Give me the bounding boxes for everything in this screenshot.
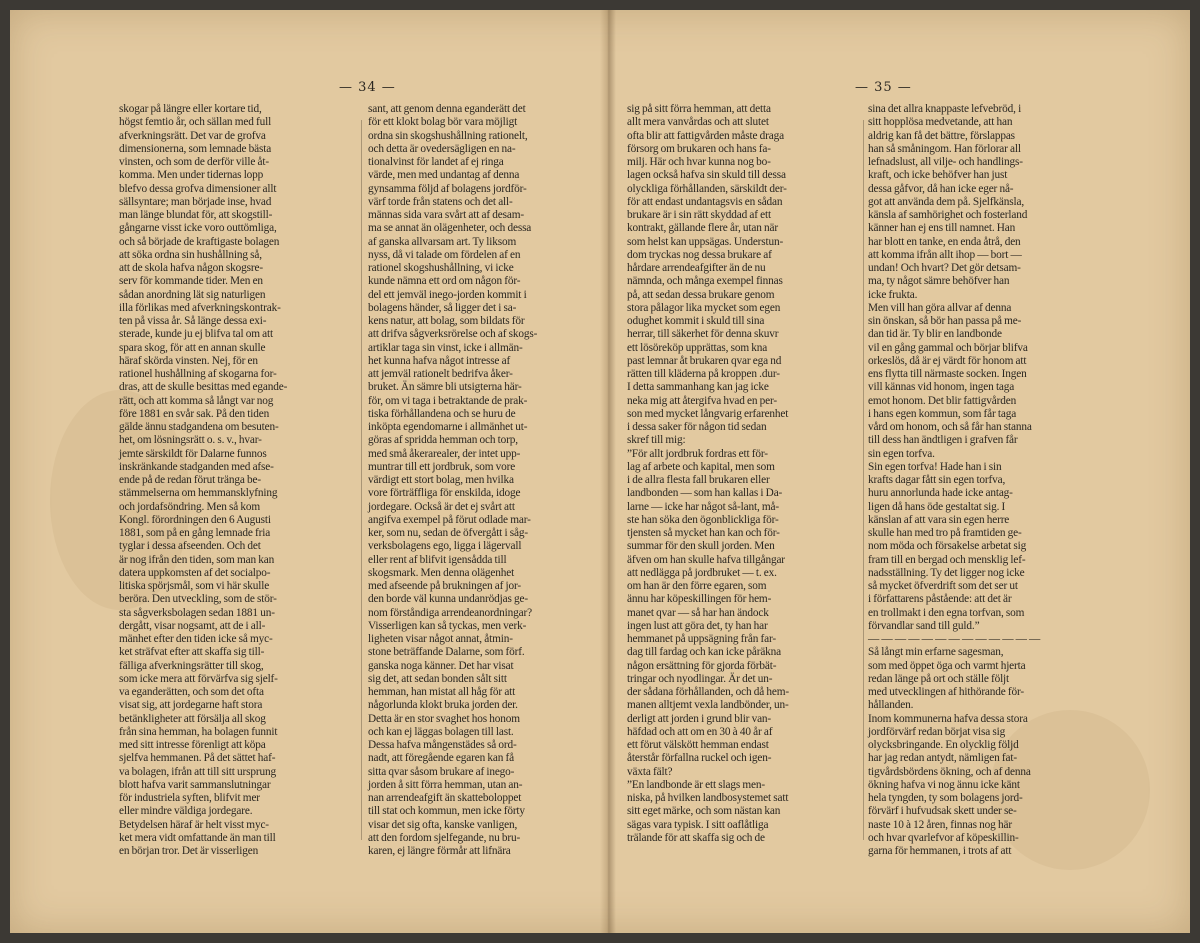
newspaper-spread [10,10,1190,933]
text-column-4: sina det allra knappaste lefvebröd, i sitt hopplösa medvetande, att han aldrig kan få det bättre, förslappas han så småningom. Han förlorar all lefnadslust, all vilje- och handlings- kraft, och icke behöfver han just dessa gåfvor, då han icke eger nå- got att använda dem på. Sjelfkänsla, känsla af samhörighet och fosterland känner han ej ens till namnet. Han har blott en tanke, en enda åtrå, den att komma ifrån allt ihop — bort — undan! Och hvart? Det gör detsam- ma, ty något sämre behöfver han icke frukta. Men vill han göra allvar af denna sin önskan, så bör han passa på me- dan tid är. Ty blir en landbonde vil en gång gammal och börjar blifva orkeslös, då är ej värdt för honom att ens flytta till närmaste socken. Ingen vill kännas vid honom, ingen taga emot honom. Det blir fattigvården i hans egen kommun, som får taga vård om honom, och så får han stanna till dess han ändtligen i grafven får sin egen torfva. Sin egen torfva! Hade han i sin krafts dagar fått sin egen torfva, huru annorlunda hade icke antag- ligen då hans öde gestaltat sig. I känslan af att vara sin egen herre skulle han med tro på framtiden ge- nom möda och försakelse arbetat sig fram till en bergad och mensklig lef- nadsställning. Ty det ligger nog icke så mycket öfverdrift som det ser ut i författarens påstående: att det är en trollmakt i den egna torfvan, som förvandlar sand till guld.” — — — — — — — — — — — — — Så långt min erfarne sagesman, som med öppet öga och varmt hjerta redan länge på ort och ställe följt med utvecklingen af hithörande för- hållanden. Inom kommunerna hafva dessa stora jordförvärf redan börjat visa sig olycksbringande. En olycklig följd har jag redan antydt, nämligen fat- tigvårdsbördens ökning, och af denna ökning hafva vi nog ännu icke känt hela tyngden, ty som bolagens jord- förvärf i hufvudsak skett under se- naste 10 à 12 åren, finnas nog här och hvar qvarlefvor af köpeskillin- garna för hemmanen, i trots af att [868,103,1041,857]
page-number: — 35 — [855,80,912,95]
text-column-3: sig på sitt förra hemman, att detta allt mera vanvårdas och att slutet ofta blir att fattigvården måste draga försorg om brukaren och hans fa- milj. Här och hvar kunna nog bo- lagen också hafva sin skuld till dessa olyckliga förhållanden, särskildt der- för att endast undantagsvis en sådan brukare är i sin rätt skyddad af ett kontrakt, gällande flere år, utan när som helst kan uppsägas. Understun- dom tryckas nog dessa brukare af hårdare arrendeafgifter än de nu nämnda, och många exempel finnas på, att sedan dessa brukare genom stora pålagor lika mycket som egen odughet kommit i skuld till sina herrar, till säkerhet för denna skuvr ett lösöreköp upprättas, som kna past lemnar åt brukaren qvar ega nd rätten till kläderna på kroppen .dur- I detta sammanhang kan jag icke neka mig att återgifva hvad en per- son med mycket långvarig erfarenhet i dessa saker för någon tid sedan skref till mig: ”För allt jordbruk fordras ett för- lag af arbete och kapital, men som i de allra flesta fall brukaren eller landbonden — som han kallas i Da- larne — icke har något så-lant, må- ste han söka den ögonblickliga för- tjensten så mycket han kan och för- summar för den skull jorden. Men äfven om han skulle hafva tillgångar att nedlägga på jordbruket — t. ex. om han är den förre egaren, som ännu har köpeskillingen för hem- manet qvar — så har han ändock ingen lust att göra det, ty han har hemmanet på uppsägning från far- dag till fardag och kan icke påräkna någon ersättning för gjorda förbät- tringar och nyodlingar. Är det un- der sådana förhållanden, och då hem- manen alltjemt vexla landbönder, un- derligt att jorden i grund blir van- häfdad och att om en 30 à 40 år af ett förut välskött hemman endast återstår förfallna ruckel och igen- växta fält? ”En landbonde är ett slags men- niska, på hvilken landbosystemet satt sitt eget märke, och som nästan kan sägas vara typisk. I sitt oaflåtliga trälande för att skaffa sig och de [627,103,789,844]
page-35 [612,10,1190,933]
column-rule [361,120,362,840]
column-rule [863,120,864,840]
page-number: — 34 — [339,80,396,95]
text-column-1: skogar på längre eller kortare tid, högst femtio år, och sällan med full afverkningsrätt. Det var de grofva dimensionerna, som lemnade bästa vinsten, och som de derför ville åt- komma. Men under tidernas lopp blefvo dessa grofva dimensioner allt sällsyntare; man började inse, hvad man länge blundat för, att skogstill- gångarne visst icke voro outtömliga, och så började de kraftigaste bolagen att söka ordna sin hushållning så, att de skola hafva någon skogsre- serv för kommande tider. Men en sådan anordning lät sig naturligen illa förlikas med afverkningskontrak- ten på vissa år. Så länge dessa exi- sterade, kunde ju ej blifva tal om att spara skog, för att en annan skulle häraf skörda vinsten. Nej, för en rationel hushållning af skogarna for- dras, att de skulle besittas med egande- rätt, och att komma så långt var nog före 1881 en svår sak. På den tiden gälde ännu stadgandena om besuten- het, om lösningsrätt o. s. v., hvar- jemte särskildt för Dalarne funnos inskränkande stadganden med afse- ende på de redan förut tränga be- stämmelserna om hemmansklyfning och jordafsöndring. Men så kom Kongl. förordningen den 6 Augusti 1881, som på en gång lemnade fria tyglar i dessa afseenden. Och det är nog ifrån den tiden, som man kan datera uppkomsten af det socialpo- litiska spörjsmål, som vi här skulle beröra. Den utveckling, som de stör- sta sågverksbolagen sedan 1881 un- dergått, visar nogsamt, att de i all- mänhet efter den tiden icke så myc- ket sträfvat efter att skaffa sig till- fälliga afverkningsrätter till skog, som icke mera att förvärfva sig sjelf- va eganderätten, och som det ofta visat sig, att jordegarne haft stora betänkligheter att försälja all skog från sina hemman, ha bolagen funnit med sitt intresse förenligt att köpa sjelfva hemmanen. På det sättet haf- va bolagen, ifrån att till sitt ursprung blott hafva varit sammanslutningar för industriela syften, blifvit mer eller mindre väldiga jordegare. Betydelsen häraf är helt visst myc- ket mera vidt omfattande än man till en början tror. Det är visserligen [119,103,288,857]
text-column-2: sant, att genom denna eganderätt det för ett klokt bolag bör vara möjligt ordna sin skogshushållning rationelt, och detta är ovedersägligen en na- tionalvinst för landet af ej ringa värde, men med undantag af denna gynsamma följd af bolagens jordför- värf torde från statens och det all- männas sida vara svårt att af desam- ma se annat än olägenheter, och dessa af ganska allvarsam art. Ty liksom nyss, då vi talade om fördelen af en rationel skogshushållning, vi icke kunde nämna ett ord om någon för- del ett jemväl inego-jorden kommit i bolagens händer, så ligger det i sa- kens natur, att bolag, som bildats för att drifva sågverksrörelse och af skogs- artiklar taga sin vinst, icke i allmän- het kunna hafva något intresse af att jemväl rationelt bedrifva åker- bruket. Än sämre bli utsigterna här- för, om vi taga i betraktande de prak- tiska förhållandena och se huru de inköpta egendomarne i allmänhet ut- göras af spridda hemman och torp, med små åkerarealer, der intet upp- muntrar till ett jordbruk, som vore värdigt ett stort bolag, men hvilka vore förträffliga för enskilda, idoge jordegare. Också är det ej svårt att angifva exempel på förut odlade mar- ker, som nu, sedan de öfvergått i såg- verksbolagens ego, ligga i lägervall eller rent af blifvit igensådda till skogsmark. Men denna olägenhet med afseende på brukningen af jor- den borde väl kunna undanrödjas ge- nom förståndiga arrendeanordningar? Visserligen kan så tyckas, men verk- ligheten visar något annat, åtmin- stone beträffande Dalarne, som förf. ganska noga känner. Det har visat sig det, att sedan bonden sålt sitt hemman, han mistat all håg för att någorlunda klokt bruka jorden der. Detta är en stor svaghet hos honom och kan ej läggas bolagen till last. Dessa hafva mångenstädes så ord- nadt, att föregående egaren kan få sitta qvar såsom brukare af inego- jorden å sitt förra hemman, utan an- nan arrendeafgift än skatteboloppet till stat och kommun, men icke förty visar det sig ofta, kanske vanligen, att den fordom sjelfegande, nu bru- karen, ej längre förmår att lifnära [368,103,538,857]
page-34 [10,10,605,933]
